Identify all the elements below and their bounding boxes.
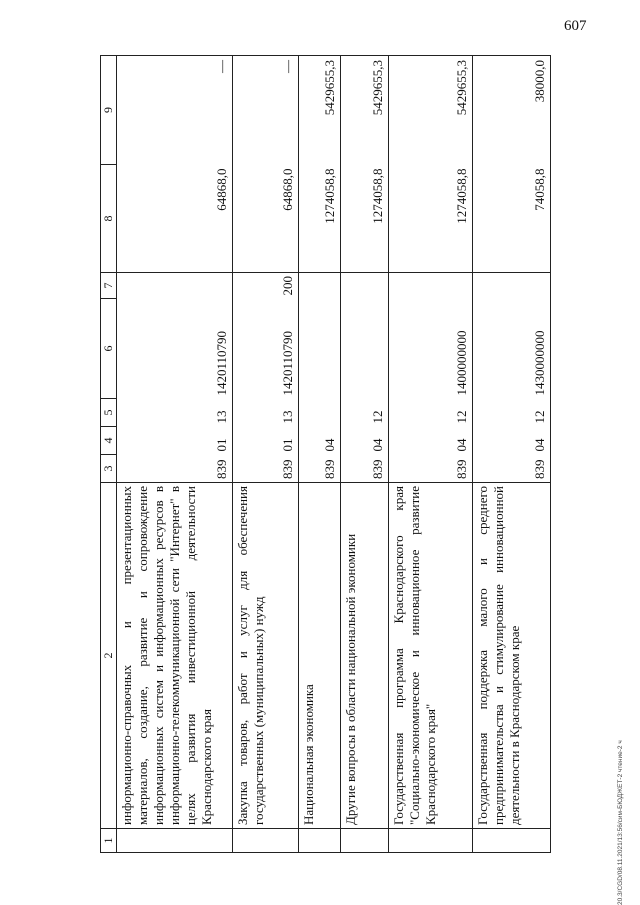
table-row <box>233 56 299 853</box>
cell-c5 <box>299 399 341 427</box>
cell-c6: 1420110790 <box>233 299 299 399</box>
row-name: Государственная программа Краснодарского края "Социально-экономическое и инновационное развитие Краснодарского края" <box>389 483 473 829</box>
cell-c7 <box>389 273 473 299</box>
row-name: Другие вопросы в области национальной экономики <box>341 483 389 829</box>
row-name: информационно-справочных и презентационных материалов, создание, развитие и сопровождение информационных систем и информационных ресурсов в информационно-телекоммуникационной сети "Интернет" в целях развития инвестиционной деятельности Краснодарского края <box>117 483 233 829</box>
budget-table <box>100 55 551 853</box>
cell-c8: 74058,8 <box>473 165 551 273</box>
header-col-1: 1 <box>101 829 117 853</box>
cell-c3: 839 <box>473 455 551 483</box>
cell-c7 <box>299 273 341 299</box>
page-number: 607 <box>564 18 587 34</box>
cell-c4: 01 <box>233 427 299 455</box>
cell-c7: 200 <box>233 273 299 299</box>
cell-c7 <box>473 273 551 299</box>
cell-c6: 1400000000 <box>389 299 473 399</box>
cell-c5: 12 <box>473 399 551 427</box>
cell-c8: 1274058,8 <box>299 165 341 273</box>
cell-c9: 38000,0 <box>473 56 551 165</box>
table-row <box>299 56 341 853</box>
cell-c7 <box>341 273 389 299</box>
cell-c9: — <box>233 56 299 165</box>
cell-c3: 839 <box>117 455 233 483</box>
cell-c5: 12 <box>341 399 389 427</box>
cell-c9: 5429655,3 <box>299 56 341 165</box>
cell-c8: 64868,0 <box>117 165 233 273</box>
cell-c6: 1420110790 <box>117 299 233 399</box>
cell-c9: — <box>117 56 233 165</box>
cell-c4: 04 <box>389 427 473 455</box>
cell-c8: 1274058,8 <box>389 165 473 273</box>
cell-c6: 1430000000 <box>473 299 551 399</box>
cell-c5: 13 <box>233 399 299 427</box>
cell-c3: 839 <box>233 455 299 483</box>
budget-table-rotated <box>100 56 608 853</box>
cell-c3: 839 <box>389 455 473 483</box>
header-row <box>101 56 117 853</box>
row-name: Закупка товаров, работ и услуг для обеспечения государственных (муниципальных) нужд <box>233 483 299 829</box>
cell-c8: 1274058,8 <box>341 165 389 273</box>
cell-c9: 5429655,3 <box>389 56 473 165</box>
cell-c4: 04 <box>473 427 551 455</box>
table-row <box>473 56 551 853</box>
cell-c9: 5429655,3 <box>341 56 389 165</box>
header-col-5: 5 <box>101 399 117 427</box>
row-name: Национальная экономика <box>299 483 341 829</box>
cell-c5: 13 <box>117 399 233 427</box>
cell-c3: 839 <box>299 455 341 483</box>
header-col-3: 3 <box>101 455 117 483</box>
header-col-7: 7 <box>101 273 117 299</box>
header-col-9: 9 <box>101 56 117 165</box>
cell-c4: 01 <box>117 427 233 455</box>
cell-c4: 04 <box>299 427 341 455</box>
header-col-2: 2 <box>101 483 117 829</box>
header-col-8: 8 <box>101 165 117 273</box>
table-row <box>117 56 233 853</box>
table-row <box>389 56 473 853</box>
header-col-6: 6 <box>101 299 117 399</box>
cell-c3: 839 <box>341 455 389 483</box>
cell-c7 <box>117 273 233 299</box>
cell-c4: 04 <box>341 427 389 455</box>
cell-c6 <box>341 299 389 399</box>
cell-c5: 12 <box>389 399 473 427</box>
cell-c8: 64868,0 <box>233 165 299 273</box>
side-note: 20.3/CGD/08.11.2021/13:56/сим-БЮДЖЕТ-2 чтение-2 ч <box>617 740 624 905</box>
header-col-4: 4 <box>101 427 117 455</box>
row-name: Государственная поддержка малого и среднего предпринимательства и стимулирование инновационной деятельности в Краснодарском крае <box>473 483 551 829</box>
cell-c6 <box>299 299 341 399</box>
table-row <box>341 56 389 853</box>
